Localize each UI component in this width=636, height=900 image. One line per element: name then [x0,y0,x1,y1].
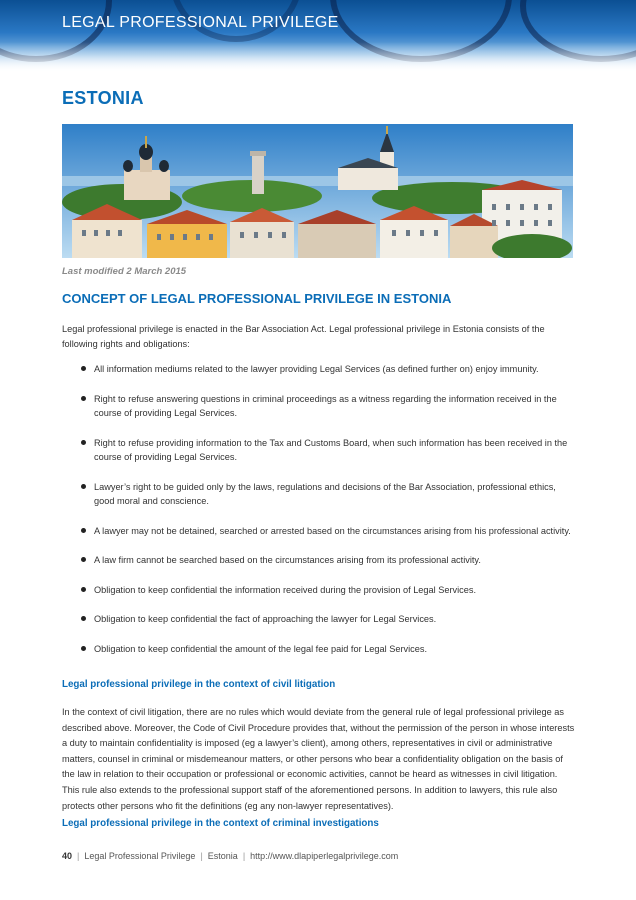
intro-paragraph: Legal professional privilege is enacted in the Bar Association Act. Legal professional privilege in Estonia consists of the following rights and obligations: [62,324,545,349]
footer-separator: | [200,851,203,861]
country-title: ESTONIA [62,88,144,108]
footer-country: Estonia [207,851,238,861]
last-modified-date: Last modified 2 March 2015 [62,266,187,277]
list-item: All information mediums related to the lawyer providing Legal Services (as defined further on) enjoy immunity. [62,362,576,377]
footer-url-link[interactable]: http://www.dlapiperlegalprivilege.com [250,851,399,861]
list-item: Obligation to keep confidential the amount of the legal fee paid for Legal Services. [62,642,576,657]
list-item: Right to refuse answering questions in criminal proceedings as a witness regarding the information received in the course of providing Legal Services. [62,392,576,421]
list-item: A lawyer may not be detained, searched or arrested based on the circumstances arising from his professional activity. [62,524,576,539]
list-item: A law firm cannot be searched based on the circumstances arising from its professional activity. [62,553,576,568]
tallinn-skyline-photo [62,124,573,258]
list-item: Lawyer’s right to be guided only by the laws, regulations and decisions of the Bar Association, professional ethics, good moral and conscience. [62,480,576,509]
bullet-icon [81,528,86,533]
bullet-icon [81,587,86,592]
list-item: Right to refuse providing information to the Tax and Customs Board, when such information has been received in the course of providing Legal Services. [62,436,576,465]
page-number: 40 [62,851,73,861]
criminal-investigations-heading: Legal professional privilege in the context of criminal investigations [62,818,379,829]
list-item: Obligation to keep confidential the information received during the provision of Legal Services. [62,583,576,598]
footer-separator: | [77,851,80,861]
list-item: Obligation to keep confidential the fact of approaching the lawyer for Legal Services. [62,612,576,627]
bullet-icon [81,616,86,621]
header-banner [0,0,636,72]
section-heading: CONCEPT OF LEGAL PROFESSIONAL PRIVILEGE IN ESTONIA [62,291,452,306]
city-illustration [62,124,573,258]
footer-publication: Legal Professional Privilege [84,851,196,861]
bullet-icon [81,484,86,489]
bullet-icon [81,396,86,401]
civil-litigation-paragraph: In the context of civil litigation, there are no rules which would deviate from the general rule of legal professional privilege as described above. Moreover, the Code of Civil Procedure provides that, without the permission of the person in whose interests a duty to maintain confidentiality is imposed (eg a lawyer’s client), among others, representatives in civil or administrative matters, counsel in criminal or misdemeanour matters, or other persons who bear a confidentiality obligation on the basis of the law in relation to their occupation or professional or economic activities, cannot be heard as witnesses in civil litigation. This rule also extends to the professional support staff of the aforementioned persons. In addition to lawyers, this rule also protects other persons who fit the definitions (eg any non-lawyer representatives). [62,707,575,811]
footer-separator: | [242,851,246,861]
page-footer [62,851,398,861]
bullet-icon [81,440,86,445]
bullet-icon [81,557,86,562]
civil-litigation-heading: Legal professional privilege in the context of civil litigation [62,679,336,690]
bullet-icon [81,366,86,371]
privilege-list [62,362,576,671]
banner-title: LEGAL PROFESSIONAL PRIVILEGE [62,14,339,31]
bullet-icon [81,646,86,651]
